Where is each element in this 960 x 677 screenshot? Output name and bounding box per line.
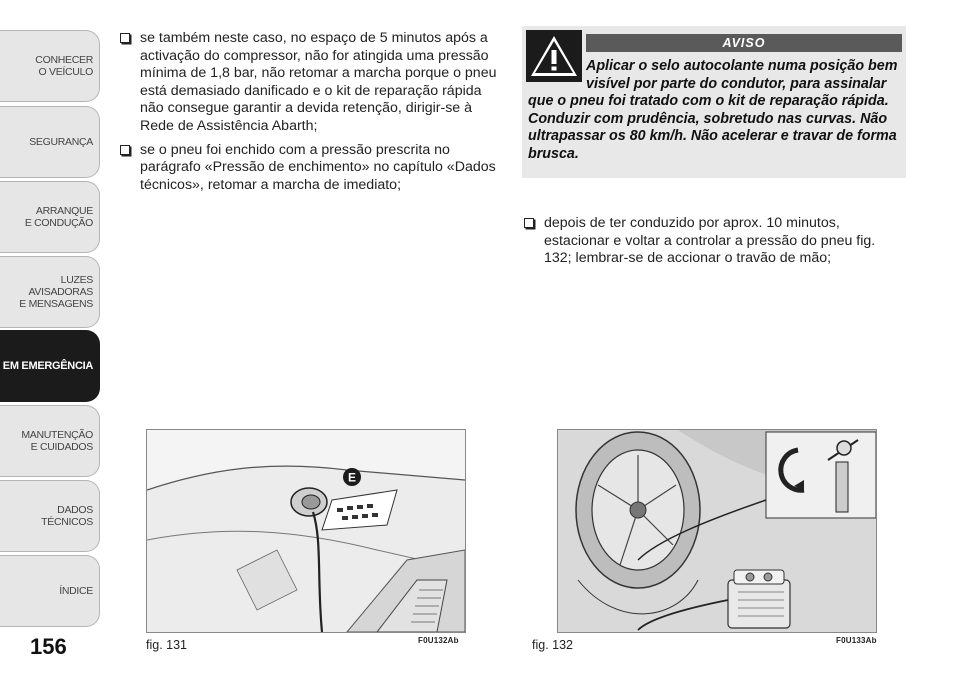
figure-132-code: F0U133Ab — [836, 636, 877, 645]
tab-dados-tecnicos[interactable]: DADOS TÉCNICOS — [0, 480, 100, 552]
checkbox-bullet-icon — [120, 33, 130, 43]
checkbox-bullet-icon — [524, 218, 534, 228]
tab-conhecer-o-veiculo[interactable]: CONHECER O VEÍCULO — [0, 30, 100, 102]
tab-seguranca[interactable]: SEGURANÇA — [0, 106, 100, 178]
tab-manutencao-e-cuidados[interactable]: MANUTENÇÃO E CUIDADOS — [0, 405, 100, 477]
warning-title: AVISO — [586, 34, 902, 52]
checkbox-bullet-icon — [120, 145, 130, 155]
warning-box — [522, 26, 906, 178]
right-bullet-list — [522, 215, 902, 274]
list-item — [522, 215, 902, 268]
list-item-text: se o pneu foi enchido com a pressão prescrita no parágrafo «Pressão de enchimento» no capítulo «Dados técnicos», retomar a marcha de imediato; — [140, 141, 496, 193]
tab-indice[interactable]: ÍNDICE — [0, 555, 100, 627]
list-item — [118, 142, 498, 195]
figure-131-caption: fig. 131 — [146, 638, 188, 652]
list-item-text: depois de ter conduzido por aprox. 10 minutos, estacionar e voltar a controlar a pressão do pneu fig. 132; lembrar-se de accionar o travão de mão; — [544, 215, 876, 267]
chapter-sidebar — [0, 0, 102, 640]
marker-label-e: E — [347, 470, 357, 485]
left-bullet-list — [118, 30, 498, 200]
tab-luzes-avisadoras[interactable]: LUZES AVISADORAS E MENSAGENS — [0, 256, 100, 328]
tab-em-emergencia[interactable]: EM EMERGÊNCIA — [0, 330, 100, 402]
figure-131-code: F0U132Ab — [418, 636, 459, 645]
tab-arranque-e-conducao[interactable]: ARRANQUE E CONDUÇÃO — [0, 181, 100, 253]
figure-131-illustration — [146, 429, 466, 633]
warning-text: Aplicar o selo autocolante numa posição bem visível por parte do condutor, para assinalar que o pneu foi tratado com o kit de reparação rápida. Conduzir com prudência, sobretudo nas curvas. Não ultrapassar os 80 km/h. Não acelerar e travar de forma brusca. — [528, 58, 898, 162]
figure-132-caption: fig. 132 — [532, 638, 574, 652]
page-number: 156 — [30, 634, 67, 659]
figure-132-illustration — [557, 429, 877, 633]
list-item-text: se também neste caso, no espaço de 5 minutos após a activação do compressor, não for atingida uma pressão mínima de 1,8 bar, não retomar a marcha porque o pneu está demasiado danificado e o kit de reparação rápida não consegue garantir a devida retenção, dirigir-se à Rede de Assistência Abarth; — [140, 30, 497, 134]
list-item — [118, 30, 498, 136]
